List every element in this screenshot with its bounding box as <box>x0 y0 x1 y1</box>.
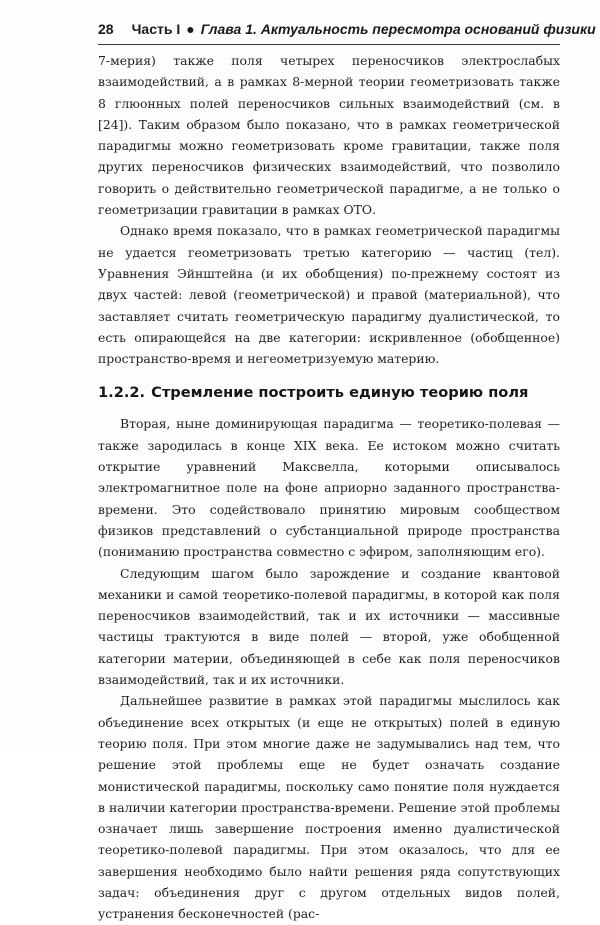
section-heading <box>98 383 560 403</box>
paragraph: Дальнейшее развитие в рамках этой парадигмы мыслилось как объединение всех открытых (и еще не открытых) полей в единую теорию поля. При этом многие даже не задумывались над тем, что решение этой проблемы еще не будет означать создание монистической парадигмы, поскольку само понятие поля нуждается в наличии категории пространства-времени. Решение этой проблемы означает лишь завершение построения именно дуалистической теоретико-полевой парадигмы. При этом оказалось, что для ее завершения необходимо было найти решения ряда сопутствующих задач: объединения друг с другом отдельных видов полей, устранения бесконечностей (рас- <box>98 693 560 922</box>
bullet-icon: ● <box>186 21 195 37</box>
paragraph: Вторая, ныне доминирующая парадигма — теоретико-полевая — также зародилась в конце XIX века. Ее истоком можно считать открытие уравнений Максвелла, которыми описывалось электромагнитное поле на фоне априорно заданного пространства-времени. Это содействовало принятию мировым сообществом физиков представлений о субстанциальной природе пространства (пониманию пространства совместно с эфиром, заполняющим его). <box>98 416 560 560</box>
paragraph: Однако время показало, что в рамках геометрической парадигмы не удается геометризовать третью категорию — частиц (тел). Уравнения Эйнштейна (и их обобщения) по-прежнему состоят из двух частей: левой (геометрической) и правой (материальной), что заставляет считать геометрическую парадигму дуалистической, то есть опирающейся на две категории: искривленное (обобщенное) пространство-время и негеометризуемую материю. <box>98 223 560 367</box>
chapter-title: Глава 1. Актуальность пересмотра оснований физики <box>200 21 596 37</box>
paragraph: 7-мерия) также поля четырех переносчиков электрослабых взаимодействий, а в рамках 8-мерной теории геометризовать также 8 глюонных полей переносчиков сильных взаимодействий (см. в [24]). Таким образом было показано, что в рамках геометрической парадигмы можно геометризовать кроме гравитации, также поля других переносчиков физических взаимодействий, что позволило говорить о действительно геометрической парадигме, а не только о геометризации гравитации в рамках ОТО. <box>98 53 560 218</box>
header-divider <box>98 44 560 45</box>
page-body <box>98 50 560 925</box>
part-label: Часть I <box>131 21 181 37</box>
page-number: 28 <box>98 21 114 37</box>
paragraph: Следующим шагом было зарождение и создание квантовой механики и самой теоретико-полевой парадигмы, в которой как поля переносчиков взаимодействий, так и их источники — массивные частицы трактуются в виде полей — второй, уже обобщенной категории материи, объединяющей в себе как поля переносчиков взаимодействий, так и их источники. <box>98 565 560 688</box>
running-header <box>98 20 596 38</box>
section-title: Стремление построить единую теорию поля <box>151 384 529 402</box>
section-number: 1.2.2. <box>98 384 146 402</box>
